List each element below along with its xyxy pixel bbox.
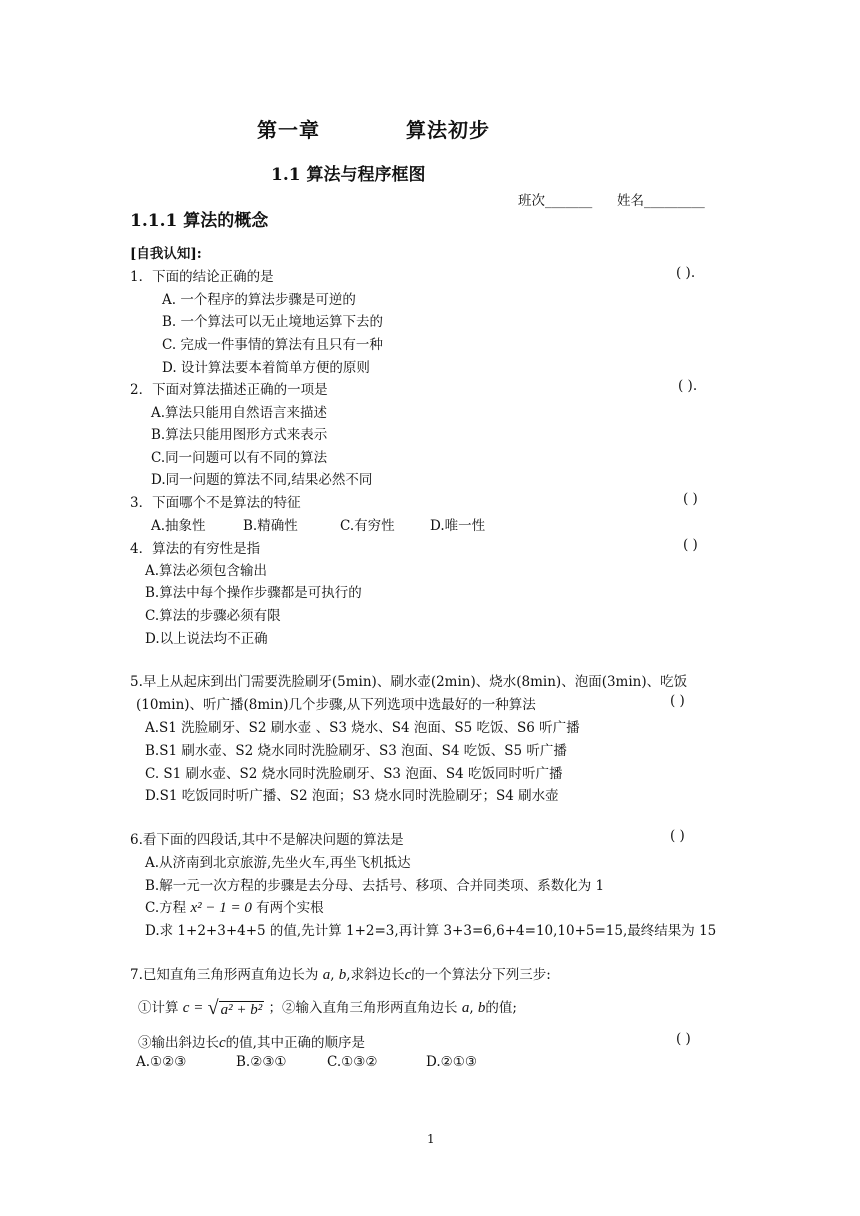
- class-field: 班次_______: [518, 193, 593, 209]
- q7-answer-paren: ( ): [676, 1031, 691, 1047]
- q7-var-b: b: [338, 967, 347, 983]
- q2-option-d: D.同一问题的算法不同,结果必然不同: [151, 472, 373, 488]
- q1-answer-paren: ( ).: [676, 265, 696, 281]
- q2-option-a: A.算法只能用自然语言来描述: [151, 405, 328, 421]
- q7-step1-var-a: a: [461, 1000, 470, 1016]
- q5-option-d: D.S1 吃饭同时听广播、S2 泡面；S3 烧水同时洗脸刷牙；S4 刷水壶: [145, 788, 559, 804]
- section-title: 1.1 算法与程序框图: [271, 165, 426, 185]
- sqrt-expression: [208, 997, 265, 1020]
- q4-stem: 4．算法的有穷性是指: [130, 541, 261, 557]
- q7-step3-suffix: 的值,其中正确的顺序是: [225, 1035, 365, 1051]
- q7-sep: ,: [330, 967, 335, 983]
- q1-stem: 1．下面的结论正确的是: [130, 269, 274, 285]
- q1-option-c: C. 完成一件事情的算法有且只有一种: [162, 337, 383, 353]
- q5-stem-line2: (10min)、听广播(8min)几个步骤,从下列选项中选最好的一种算法: [136, 697, 536, 713]
- q4-answer-paren: ( ): [683, 537, 698, 553]
- q5-option-a: A.S1 洗脸刷牙、S2 刷水壶 、S3 烧水、S4 泡面、S5 吃饭、S6 听广播: [145, 720, 580, 736]
- q7-stem-suffix: 的一个算法分下列三步:: [411, 967, 551, 983]
- q7-option-b: B.②③①: [236, 1054, 287, 1070]
- q6-option-c-equation: x² − 1 = 0: [190, 900, 252, 916]
- q6-option-c-suffix: 有两个实根: [256, 900, 324, 916]
- q6-answer-paren: ( ): [670, 828, 685, 844]
- q1-option-b: B. 一个算法可以无止境地运算下去的: [162, 314, 384, 330]
- subsection-title: 1.1.1 算法的概念: [130, 211, 269, 231]
- q2-option-c: C.同一问题可以有不同的算法: [151, 450, 328, 466]
- q3-option-a: A.抽象性: [151, 518, 206, 534]
- q1-option-d: D. 设计算法要本着简单方便的原则: [162, 360, 370, 376]
- q4-option-b: B.算法中每个操作步骤都是可执行的: [145, 585, 362, 601]
- sqrt-radicand: a² + b²: [220, 1002, 263, 1018]
- q6-option-c-prefix: C.方程: [145, 900, 187, 916]
- q1-option-a: A. 一个程序的算法步骤是可逆的: [162, 292, 356, 308]
- q7-step3-var-c: c: [219, 1035, 226, 1051]
- q3-answer-paren: ( ): [683, 491, 698, 507]
- q6-option-d: D.求 1+2+3+4+5 的值,先计算 1+2=3,再计算 3+3=6,6+4=10,10+5=15,最终结果为 15: [145, 923, 717, 939]
- q7-option-a: A.①②③: [136, 1054, 187, 1070]
- q7-step1-suffix: ；②输入直角三角形两直角边长: [268, 1000, 458, 1016]
- q7-step1: [138, 996, 517, 1020]
- q7-option-c: C.①③②: [327, 1054, 378, 1070]
- q7-stem-prefix: 7.已知直角三角形两直角边长为: [130, 967, 319, 983]
- q6-stem: 6.看下面的四段话,其中不是解决问题的算法是: [130, 832, 404, 848]
- q7-stem: [130, 963, 551, 984]
- q5-answer-paren: ( ): [670, 693, 685, 709]
- q7-step1-prefix: ①计算: [138, 1000, 179, 1016]
- q5-option-c: C. S1 刷水壶、S2 烧水同时洗脸刷牙、S3 泡面、S4 吃饭同时听广播: [145, 766, 563, 782]
- q6-option-a: A.从济南到北京旅游,先坐火车,再坐飞机抵达: [145, 855, 411, 871]
- name-field: 姓名_________: [617, 193, 705, 209]
- chapter-number: 第一章: [257, 118, 320, 142]
- q7-var-c: c: [404, 967, 412, 983]
- q6-option-c: [145, 896, 324, 917]
- q3-option-c: C.有穷性: [340, 518, 395, 534]
- chapter-title: 算法初步: [406, 118, 490, 142]
- q3-stem: 3．下面哪个不是算法的特征: [130, 495, 301, 511]
- q7-step1-sep: ,: [469, 1000, 474, 1016]
- q2-stem: 2．下面对算法描述正确的一项是: [130, 382, 328, 398]
- q7-step1-suffix2: 的值;: [485, 1000, 517, 1016]
- q7-stem-mid: ,求斜边长: [346, 967, 405, 983]
- q3-option-b: B.精确性: [243, 518, 298, 534]
- sqrt-sign-icon: √: [207, 997, 219, 1019]
- page-number: 1: [427, 1132, 435, 1146]
- q4-option-d: D.以上说法均不正确: [145, 631, 268, 647]
- q7-option-d: D.②①③: [426, 1054, 477, 1070]
- q7-var-a: a: [322, 967, 331, 983]
- q4-option-c: C.算法的步骤必须有限: [145, 608, 281, 624]
- q6-option-b: B.解一元一次方程的步骤是去分母、去括号、移项、合并同类项、系数化为 1: [145, 878, 605, 894]
- q2-option-b: B.算法只能用图形方式来表示: [151, 427, 328, 443]
- q7-step3-prefix: ③输出斜边长: [138, 1035, 219, 1051]
- q7-step1-equation: c =: [182, 1000, 204, 1016]
- q7-step3: [138, 1031, 365, 1052]
- q5-stem-line1: 5.早上从起床到出门需要洗脸刷牙(5min)、刷水壶(2min)、烧水(8min)、泡面(3min)、吃饭: [130, 674, 688, 690]
- q5-option-b: B.S1 刷水壶、S2 烧水同时洗脸刷牙、S3 泡面、S4 吃饭、S5 听广播: [145, 743, 567, 759]
- q2-answer-paren: ( ).: [678, 378, 698, 394]
- q3-option-d: D.唯一性: [430, 518, 486, 534]
- self-check-heading: [自我认知]:: [130, 246, 202, 262]
- q4-option-a: A.算法必须包含输出: [145, 563, 268, 579]
- q7-step1-var-b: b: [477, 1000, 486, 1016]
